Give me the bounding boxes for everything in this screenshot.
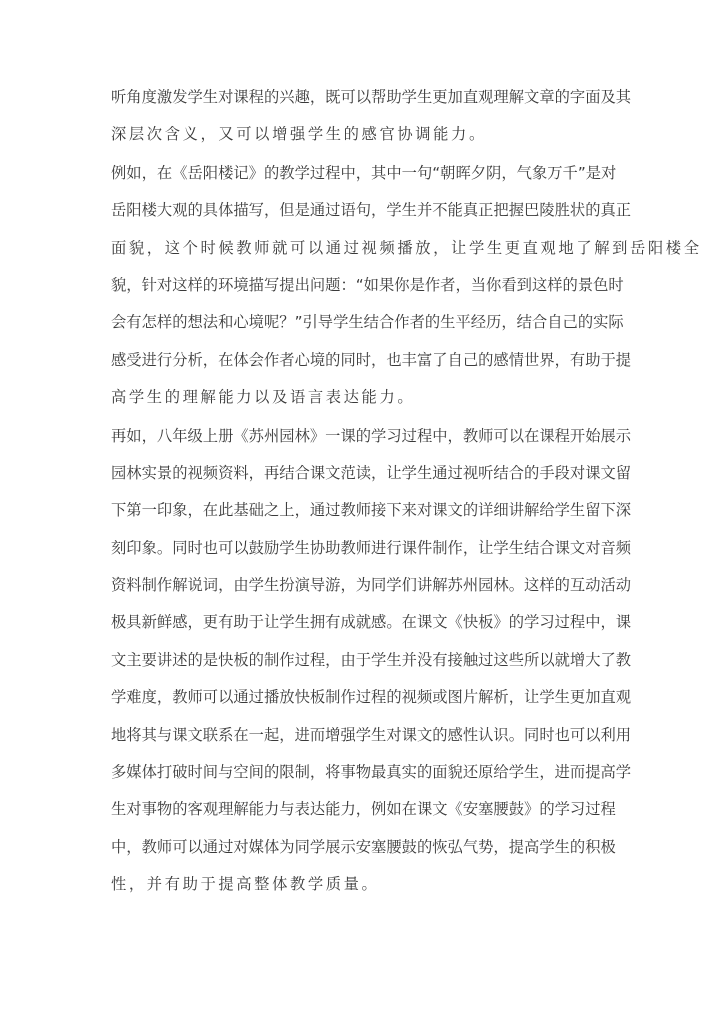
text-line: 面貌，这个时候教师就可以通过视频播放，让学生更直观地了解到岳阳楼全 — [111, 238, 702, 257]
document-page — [111, 84, 702, 909]
text-line: 文主要讲述的是快板的制作过程，由于学生并没有接触过这些所以就增大了教 — [111, 650, 632, 669]
text-line: 貌，针对这样的环境描写提出问题：“如果你是作者，当你看到这样的景色时 — [111, 275, 624, 294]
paragraph-3 — [111, 423, 632, 909]
text-line: 听角度激发学生对课程的兴趣，既可以帮助学生更加直观理解文章的字面及其 — [111, 88, 632, 106]
text-line: 再如，八年级上册《苏州园林》一课的学习过程中，教师可以在课程开始展示 — [111, 426, 632, 445]
text-line: 资料制作解说词，由学生扮演导游，为同学们讲解苏州园林。这样的互动活动 — [111, 576, 632, 595]
text-line: 学难度，教师可以通过播放快板制作过程的视频或图片解析，让学生更加直观 — [111, 688, 632, 707]
text-line: 生对事物的客观理解能力与表达能力，例如在课文《安塞腰鼓》的学习过程 — [111, 800, 616, 819]
text-line: 会有怎样的想法和心境呢？”引导学生结合作者的生平经历，结合自己的实际 — [111, 313, 624, 332]
text-line: 岳阳楼大观的具体描写，但是通过语句，学生并不能真正把握巴陵胜状的真正 — [111, 201, 632, 220]
text-line: 极具新鲜感，更有助于让学生拥有成就感。在课文《快板》的学习过程中，课 — [111, 613, 632, 632]
text-line: 多媒体打破时间与空间的限制，将事物最真实的面貌还原给学生，进而提高学 — [111, 763, 632, 782]
text-line: 感受进行分析，在体会作者心境的同时，也丰富了自己的感情世界，有助于提 — [111, 350, 632, 369]
text-line: 地将其与课文联系在一起，进而增强学生对课文的感性认识。同时也可以利用 — [111, 725, 632, 744]
text-line: 性，并有助于提高整体教学质量。 — [111, 875, 380, 894]
paragraph-1 — [111, 84, 632, 159]
text-line: 园林实景的视频资料，再结合课文范读，让学生通过视听结合的手段对课文留 — [111, 463, 632, 482]
text-line: 中，教师可以通过对媒体为同学展示安塞腰鼓的恢弘气势，提高学生的积极 — [111, 837, 616, 856]
text-line: 深层次含义，又可以增强学生的感官协调能力。 — [111, 125, 487, 144]
text-line: 高学生的理解能力以及语言表达能力。 — [111, 388, 416, 407]
text-line: 刻印象。同时也可以鼓励学生协助教师进行课件制作，让学生结合课文对音频 — [111, 538, 632, 557]
paragraph-2 — [111, 160, 702, 422]
text-line: 例如，在《岳阳楼记》的教学过程中，其中一句“朝晖夕阴，气象万千”是对 — [111, 163, 617, 182]
text-line: 下第一印象，在此基础之上，通过教师接下来对课文的详细讲解给学生留下深 — [111, 501, 632, 520]
